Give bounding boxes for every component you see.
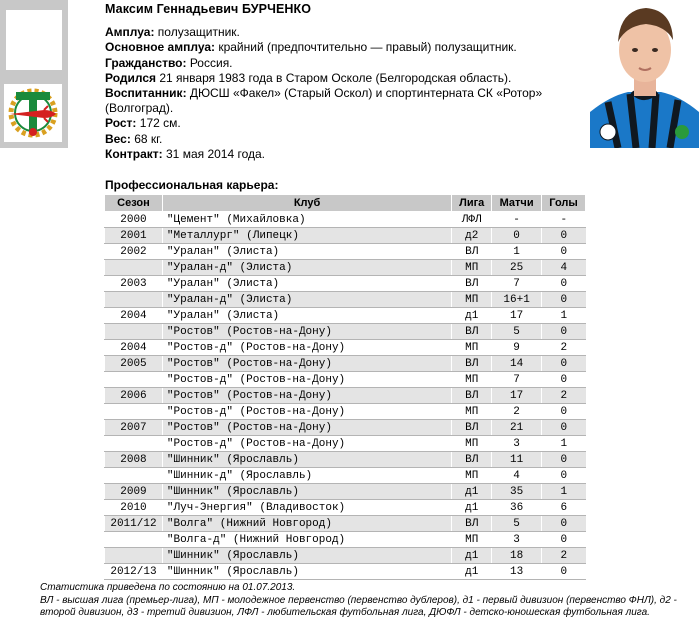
career-header-row [105,195,586,212]
cell-club: "Уралан-д" (Элиста) [162,260,451,276]
cell-season [105,468,163,484]
cell-club: "Ростов" (Ростов-на-Дону) [162,356,451,372]
player-info [105,0,575,162]
cell-goals: 0 [542,292,586,308]
table-row [105,388,586,404]
table-row [105,468,586,484]
cell-matches: 2 [492,404,542,420]
cell-club: "Шинник" (Ярославль) [162,452,451,468]
table-row [105,516,586,532]
cell-league: МП [452,340,492,356]
cell-season [105,548,163,564]
cell-season: 2008 [105,452,163,468]
career-title: Профессиональная карьера: [105,178,279,192]
cell-matches: 7 [492,276,542,292]
player-photo [590,0,699,148]
player-portrait-image [590,0,699,148]
cell-club: "Уралан" (Элиста) [162,244,451,260]
cell-league: д1 [452,564,492,580]
cell-club: "Уралан-д" (Элиста) [162,292,451,308]
cell-season: 2003 [105,276,163,292]
info-position [105,25,575,40]
cell-league: д1 [452,484,492,500]
cell-league: д1 [452,500,492,516]
table-row [105,292,586,308]
cell-league: ВЛ [452,420,492,436]
table-row [105,532,586,548]
left-sidebar [0,0,68,148]
cell-matches: 0 [492,228,542,244]
cell-club: "Ростов-д" (Ростов-на-Дону) [162,436,451,452]
cell-league: д1 [452,308,492,324]
info-contract [105,147,575,162]
cell-league: МП [452,532,492,548]
cell-goals: 0 [542,404,586,420]
cell-league: ВЛ [452,324,492,340]
table-row [105,356,586,372]
table-row [105,228,586,244]
cell-goals: 0 [542,324,586,340]
cell-goals: 0 [542,276,586,292]
cell-club: "Цемент" (Михайловка) [162,212,451,228]
cell-league: МП [452,292,492,308]
cell-matches: 36 [492,500,542,516]
cell-club: "Ростов" (Ростов-на-Дону) [162,324,451,340]
cell-league: д2 [452,228,492,244]
cell-matches: 5 [492,516,542,532]
table-row [105,484,586,500]
cell-club: "Ростов-д" (Ростов-на-Дону) [162,340,451,356]
label-height: Рост: [105,116,137,131]
cell-club: "Ростов-д" (Ростов-на-Дону) [162,372,451,388]
cell-league: ВЛ [452,276,492,292]
cell-club: "Уралан" (Элиста) [162,308,451,324]
table-row [105,276,586,292]
table-row [105,452,586,468]
table-row [105,244,586,260]
header-goals: Голы [542,195,586,212]
table-row [105,436,586,452]
cell-club: "Шинник" (Ярославль) [162,484,451,500]
table-row [105,420,586,436]
cell-season [105,372,163,388]
label-contract: Контракт: [105,146,163,161]
cell-club: "Уралан" (Элиста) [162,276,451,292]
cell-club: "Ростов" (Ростов-на-Дону) [162,388,451,404]
table-row [105,340,586,356]
info-citizenship [105,56,575,71]
cell-league: ВЛ [452,244,492,260]
cell-club: "Волга-д" (Нижний Новгород) [162,532,451,548]
cell-goals: 0 [542,468,586,484]
cell-season: 2010 [105,500,163,516]
cell-matches: 16+1 [492,292,542,308]
cell-club: "Ростов-д" (Ростов-на-Дону) [162,404,451,420]
cell-club: "Ростов" (Ростов-на-Дону) [162,420,451,436]
cell-league: д1 [452,548,492,564]
value-weight: 68 кг. [130,131,163,146]
cell-season: 2006 [105,388,163,404]
club-logo[interactable] [4,84,62,142]
cell-matches: 25 [492,260,542,276]
label-main-position: Основное амплуа: [105,40,215,55]
table-row [105,564,586,580]
cell-matches: 11 [492,452,542,468]
cell-matches: 13 [492,564,542,580]
cell-matches: - [492,212,542,228]
cell-season: 2012/13 [105,564,163,580]
cell-goals: 1 [542,308,586,324]
cell-club: "Металлург" (Липецк) [162,228,451,244]
cell-league: МП [452,404,492,420]
cell-club: "Луч-Энергия" (Владивосток) [162,500,451,516]
table-row [105,404,586,420]
cell-league: МП [452,436,492,452]
info-weight [105,132,575,147]
cell-season: 2000 [105,212,163,228]
info-height [105,116,575,131]
cell-matches: 3 [492,436,542,452]
cell-club: "Шинник-д" (Ярославль) [162,468,451,484]
cell-matches: 17 [492,388,542,404]
label-born: Родился [105,70,157,85]
cell-season: 2005 [105,356,163,372]
value-main-position: крайний (предпочтительно — правый) полузащитник. [215,40,517,55]
table-row [105,548,586,564]
cell-league: ЛФЛ [452,212,492,228]
header-season: Сезон [105,195,163,212]
info-main-position [105,40,575,55]
cell-goals: 1 [542,436,586,452]
cell-matches: 17 [492,308,542,324]
footnote [40,582,690,620]
label-weight: Вес: [105,131,131,146]
table-row [105,500,586,516]
cell-goals: 6 [542,500,586,516]
label-citizenship: Гражданство: [105,55,187,70]
cell-goals: 2 [542,340,586,356]
cell-league: МП [452,468,492,484]
info-born [105,71,575,86]
torpedo-logo-icon [4,84,62,142]
cell-club: "Волга" (Нижний Новгород) [162,516,451,532]
cell-season [105,532,163,548]
cell-league: МП [452,260,492,276]
value-contract: 31 мая 2014 года. [162,146,266,161]
table-row [105,260,586,276]
cell-season: 2001 [105,228,163,244]
label-position: Амплуа: [105,25,155,40]
cell-goals: 0 [542,420,586,436]
cell-matches: 18 [492,548,542,564]
cell-league: ВЛ [452,516,492,532]
cell-season [105,292,163,308]
cell-season: 2004 [105,308,163,324]
cell-goals: 2 [542,388,586,404]
table-row [105,324,586,340]
label-academy: Воспитанник: [105,86,187,101]
cell-season: 2011/12 [105,516,163,532]
value-citizenship: Россия. [186,55,233,70]
cell-matches: 5 [492,324,542,340]
cell-goals: 0 [542,516,586,532]
cell-matches: 35 [492,484,542,500]
cell-goals: - [542,212,586,228]
cell-matches: 1 [492,244,542,260]
cell-matches: 14 [492,356,542,372]
table-row [105,308,586,324]
info-academy [105,86,575,116]
footnote-date: Статистика приведена по состоянию на 01.07.2013. [40,582,296,593]
cell-club: "Шинник" (Ярославль) [162,564,451,580]
cell-season [105,324,163,340]
value-academy: ДЮСШ «Факел» (Старый Оскол) и спортинтерната СК «Ротор» (Волгоград). [105,86,543,116]
header-matches: Матчи [492,195,542,212]
blank-image-placeholder [6,10,62,70]
player-name: Максим Геннадьевич БУРЧЕНКО [105,2,312,16]
cell-goals: 4 [542,260,586,276]
cell-goals: 0 [542,372,586,388]
cell-season [105,404,163,420]
cell-matches: 3 [492,532,542,548]
cell-season: 2004 [105,340,163,356]
value-height: 172 см. [136,116,181,131]
cell-club: "Шинник" (Ярославль) [162,548,451,564]
table-row [105,212,586,228]
cell-league: ВЛ [452,452,492,468]
cell-season: 2009 [105,484,163,500]
cell-league: МП [452,372,492,388]
cell-goals: 2 [542,548,586,564]
cell-season [105,260,163,276]
cell-league: ВЛ [452,356,492,372]
table-row [105,372,586,388]
career-table [104,194,586,580]
cell-goals: 0 [542,244,586,260]
footnote-legend: ВЛ - высшая лига (премьер-лига), МП - молодежное первенство (первенство дублеров), д1 - первый дивизион (первенство ФНЛ), д2 - второй дивизион, д3 - третий дивизион, ЛФЛ - любительская футбольная лига, ДЮФЛ - детско-юношеская футбольная лига. [40,594,677,618]
cell-league: ВЛ [452,388,492,404]
cell-goals: 1 [542,484,586,500]
header-league: Лига [452,195,492,212]
cell-goals: 0 [542,564,586,580]
cell-season [105,436,163,452]
cell-goals: 0 [542,356,586,372]
cell-matches: 7 [492,372,542,388]
cell-season: 2002 [105,244,163,260]
cell-goals: 0 [542,532,586,548]
cell-matches: 4 [492,468,542,484]
cell-goals: 0 [542,452,586,468]
cell-matches: 21 [492,420,542,436]
career-table-body [105,212,586,580]
cell-goals: 0 [542,228,586,244]
cell-season: 2007 [105,420,163,436]
value-born: 21 января 1983 года в Старом Осколе (Белгородская область). [156,70,512,85]
header-club: Клуб [162,195,451,212]
value-position: полузащитник. [154,25,240,40]
cell-matches: 9 [492,340,542,356]
